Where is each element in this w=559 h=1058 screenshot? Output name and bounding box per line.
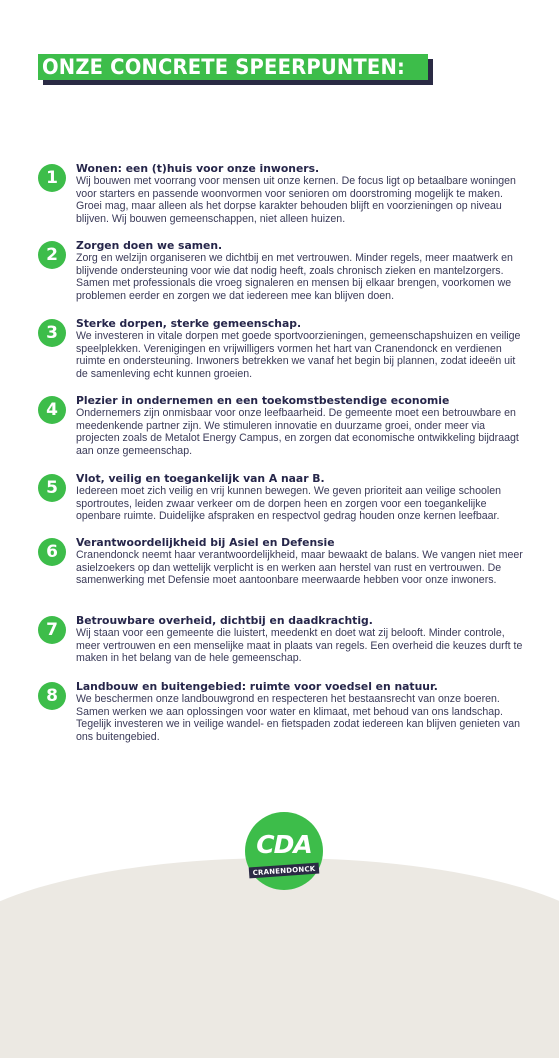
number-badge: 7 xyxy=(38,616,66,644)
item-body: Wij staan voor een gemeente die luistert, meedenkt en doet wat zij belooft. Minder controle, meer vertrouwen en een menselijke maat in plaats van regels. Een overheid die keuzes durft te maken in het belang van de hele gemeenschap. xyxy=(76,627,523,665)
logo-subtitle: CRANENDONCK xyxy=(252,864,316,877)
list-item xyxy=(38,239,528,302)
list-item xyxy=(38,680,528,743)
item-body: Wij bouwen met voorrang voor mensen uit onze kernen. De focus ligt op betaalbare woningen voor starters en passende woonvormen voor senioren om doorstroming mogelijk te maken. Groei mag, maar alleen als het dorpse karakter behouden blijft en voorzieningen op niveau blijven. Wij bouwen gemeenschappen, niet alleen huizen. xyxy=(76,175,516,225)
item-body: We beschermen onze landbouwgrond en respecteren het bestaansrecht van onze boeren. Samen werken we aan oplossingen voor water en klimaat, met behoud van ons landschap. Tegelijk investeren we in veilige wandel- en fietspaden zodat iedereen kan blijven genieten van ons buitengebied. xyxy=(76,693,521,743)
item-body: Iedereen moet zich veilig en vrij kunnen bewegen. We geven prioriteit aan veilige schoolen sportroutes, leiden zwaar verkeer om de dorpen heen en zorgen voor een toegankelijke openbare ruimte. Duidelijke afspraken en respectvol gedrag houden onze kernen leefbaar. xyxy=(76,485,501,523)
list-item xyxy=(38,472,528,523)
item-body: Cranendonck neemt haar verantwoordelijkheid, maar bewaakt de balans. We vangen niet meer asielzoekers op dan wettelijk verplicht is en werken aan herstel van rust en vertrouwen. De samenwerking met Defensie moet aantoonbare meerwaarde hebben voor onze inwoners. xyxy=(76,549,523,587)
number-badge: 8 xyxy=(38,682,66,710)
item-title: Wonen: een (t)huis voor onze inwoners. xyxy=(76,162,320,175)
item-title: Plezier in ondernemen en een toekomstbestendige economie xyxy=(76,394,450,407)
item-title: Landbouw en buitengebied: ruimte voor voedsel en natuur. xyxy=(76,680,438,693)
number-badge: 3 xyxy=(38,319,66,347)
item-body: Zorg en welzijn organiseren we dichtbij en met vertrouwen. Minder regels, meer maatwerk en blijvende ondersteuning voor wie dat nodig heeft, zoals chronisch zieken en mantelzorgers. Samen met professionals die vroeg signaleren en mensen bij elkaar brengen, voorkomen we problemen eerder en zorgen we dat iedereen mee kan blijven doen. xyxy=(76,252,513,302)
list-item xyxy=(38,317,528,380)
item-body: Ondernemers zijn onmisbaar voor onze leefbaarheid. De gemeente moet een betrouwbare en meedenkende partner zijn. We stimuleren innovatie en duurzame groei, onder meer via projecten zoals de Metalot Energy Campus, en zorgen dat economische ontwikkeling bijdraagt aan onze gemeenschap. xyxy=(76,407,519,457)
number-badge: 2 xyxy=(38,241,66,269)
number-badge: 4 xyxy=(38,396,66,424)
item-title: Verantwoordelijkheid bij Asiel en Defensie xyxy=(76,536,335,549)
number-badge: 1 xyxy=(38,164,66,192)
item-title: Vlot, veilig en toegankelijk van A naar B. xyxy=(76,472,325,485)
number-badge: 6 xyxy=(38,538,66,566)
cda-logo xyxy=(245,812,323,890)
logo-brand: CDA xyxy=(256,830,312,859)
list-item xyxy=(38,614,528,665)
list-item xyxy=(38,162,528,225)
page-title: ONZE CONCRETE SPEERPUNTEN: xyxy=(42,55,405,79)
item-body: We investeren in vitale dorpen met goede sportvoorzieningen, gemeenschapshuizen en veilige speelplekken. Verenigingen en vrijwilligers vormen het hart van Cranendonck en verdienen ruimte en ondersteuning. Inwoners betrekken we vanaf het begin bij plannen, zodat ideeën uit de samenleving echt kunnen groeien. xyxy=(76,330,521,380)
list-item xyxy=(38,536,528,587)
page-title-block xyxy=(38,54,428,80)
item-title: Betrouwbare overheid, dichtbij en daadkrachtig. xyxy=(76,614,373,627)
title-banner xyxy=(38,54,428,80)
logo-banner xyxy=(249,863,320,879)
item-title: Zorgen doen we samen. xyxy=(76,239,223,252)
list-item xyxy=(38,394,528,457)
number-badge: 5 xyxy=(38,474,66,502)
item-title: Sterke dorpen, sterke gemeenschap. xyxy=(76,317,302,330)
